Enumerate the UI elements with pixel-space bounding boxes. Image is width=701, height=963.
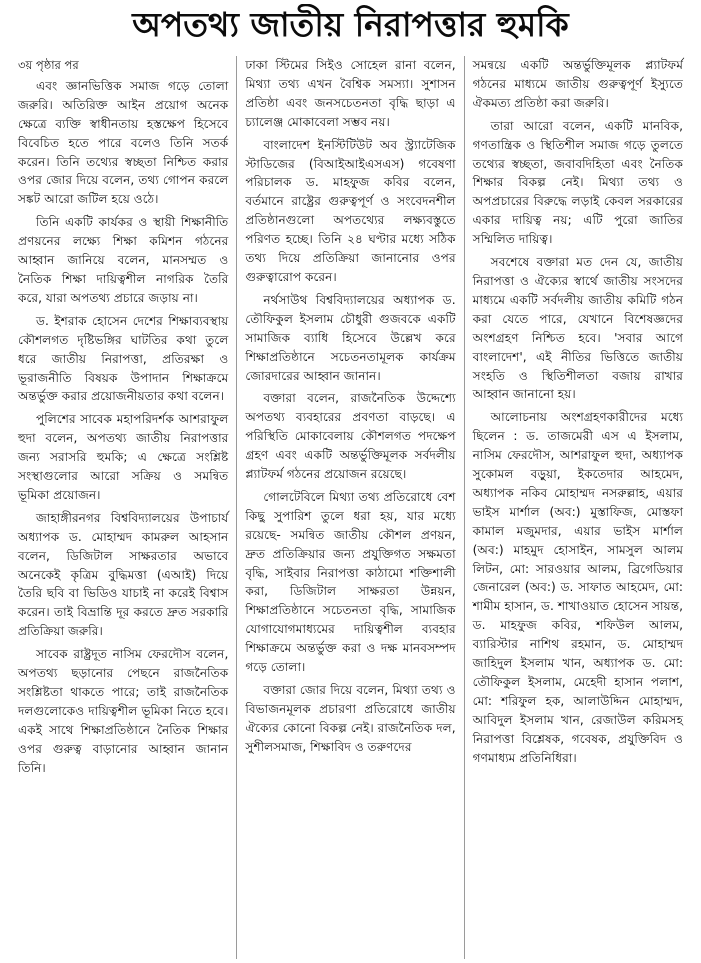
column-1: [10, 56, 236, 959]
paragraph: সবশেষে বক্তারা মত দেন যে, জাতীয় নিরাপত্তা ও ঐক্যের স্বার্থে জাতীয় সংসদের মাধ্যমে একটি সর্বদলীয় জাতীয় কমিটি গঠন করা যেতে পারে, যেখানে বিশেষজ্ঞদের অংশগ্রহণ নিশ্চিত হবে। 'সবার আগে বাংলাদেশ', এই নীতির ভিত্তিতে জাতীয় সংহতি ও স্থিতিশীলতা বজায় রাখার আহ্বান জানানো হয়।: [472, 255, 683, 402]
paragraph: বক্তারা বলেন, রাজনৈতিক উদ্দেশ্যে অপতথ্য ব্যবহারের প্রবণতা বাড়ছে। এ পরিস্থিতি মোকাবেলায় কৌশলগত পদক্ষেপ গ্রহণ এবং একটি অন্তর্ভুক্তিমূলক সর্বদলীয় প্ল্যাটফর্ম গঠনের প্রয়োজন রয়েছে।: [245, 391, 456, 482]
column-3: [464, 56, 691, 959]
article-columns: [10, 56, 691, 959]
paragraph: তিনি একটি কার্যকর ও স্থায়ী শিক্ষানীতি প্রণয়নের লক্ষ্যে শিক্ষা কমিশন গঠনের আহ্বান জানিয়ে বলেন, মানসম্মত ও নৈতিক শিক্ষা দায়িত্বশীল নাগরিক তৈরি করে, যারা অপতথ্য প্রচারে জড়ায় না।: [18, 215, 229, 305]
paragraph: ঢাকা স্টিমের সিইও সোহেল রানা বলেন, মিথ্যা তথ্য এখন বৈশ্বিক সমস্যা। সুশাসন প্রতিষ্ঠা এবং জনসচেতনতা বৃদ্ধি ছাড়া এ চ্যালেঞ্জ মোকাবেলা সম্ভব নয়।: [245, 58, 456, 129]
headline: অপতথ্য জাতীয় নিরাপত্তার হুমকি: [132, 5, 569, 44]
paragraph: জাহাঙ্গীরনগর বিশ্ববিদ্যালয়ের উপাচার্য অধ্যাপক ড. মোহাম্মদ কামরুল আহসান বলেন, ডিজিটাল সাক্ষরতার অভাবে অনেকেই কৃত্রিম বুদ্ধিমত্তা (এআই) দিয়ে তৈরি ছবি বা ভিডিও যাচাই না করেই বিশ্বাস করেন। তাই বিভ্রান্তি দূর করতে দ্রুত সরকারি প্রতিক্রিয়া জরুরি।: [18, 510, 229, 639]
paragraph: তারা আরো বলেন, একটি মানবিক, গণতান্ত্রিক ও স্থিতিশীল সমাজ গড়ে তুলতে তথ্যের স্বচ্ছতা, জবাবদিহিতা এবং নৈতিক শিক্ষার বিকল্প নেই। মিথ্যা তথ্য ও অপপ্রচারের বিরুদ্ধে লড়াই কেবল সরকারের একার দায়িত্ব নয়; এটি পুরো জাতির সম্মিলিত দায়িত্ব।: [472, 118, 683, 247]
paragraph: নর্থসাউথ বিশ্ববিদ্যালয়ের অধ্যাপক ড. তৌফিকুল ইসলাম চৌধুরী গুজবকে একটি সামাজিক ব্যাধি হিসেবে উল্লেখ করে শিক্ষাপ্রতিষ্ঠানে সচেতনতামূলক কার্যক্রম জোরদারের আহ্বান জানান।: [245, 292, 456, 383]
continued-from-label: ৩য় পৃষ্ঠার পর: [18, 58, 79, 72]
paragraph: ড. ইশরাক হোসেন দেশের শিক্ষাব্যবস্থায় কৌশলগত দৃষ্টিভঙ্গির ঘাটতির কথা তুলে ধরে জাতীয় নিরাপত্তা, প্রতিরক্ষা ও ভূরাজনীতি বিষয়ক উপাদান শিক্ষাক্রমে অন্তর্ভুক্ত করার প্রয়োজনীয়তার কথা বলেন।: [18, 313, 229, 404]
newspaper-page: [0, 4, 701, 963]
paragraph: বক্তারা জোর দিয়ে বলেন, মিথ্যা তথ্য ও বিভাজনমূলক প্রচারণা প্রতিরোধে জাতীয় ঐক্যের কোনো বিকল্প নেই। রাজনৈতিক দল, সুশীলসমাজ, শিক্ষাবিদ ও তরুণদের: [245, 683, 456, 754]
paragraph: সাবেক রাষ্ট্রদূত নাসিম ফেরদৌস বলেন, অপতথ্য ছড়ানোর পেছনে রাজনৈতিক সংশ্লিষ্টতা থাকতে পারে; তাই রাজনৈতিক দলগুলোকেও দায়িত্বশীল ভূমিকা নিতে হবে। একই সাথে শিক্ষাপ্রতিষ্ঠানে নৈতিক শিক্ষার ওপর গুরুত্ব বাড়ানোর আহ্বান জানান তিনি।: [18, 647, 229, 775]
paragraph: সমন্বয়ে একটি অন্তর্ভুক্তিমূলক প্ল্যাটফর্ম গঠনের মাধ্যমে জাতীয় গুরুত্বপূর্ণ ইস্যুতে ঐকমত্য প্রতিষ্ঠা করা জরুরি।: [472, 58, 683, 110]
paragraph: এবং জ্ঞানভিত্তিক সমাজ গড়ে তোলা জরুরি। অতিরিক্ত আইন প্রয়োগ অনেক ক্ষেত্রে ব্যক্তি স্বাধীনতায় হস্তক্ষেপ হিসেবে বিবেচিত হতে পারে বলেও তিনি সতর্ক করেন। তিনি তথ্যের স্বচ্ছতা নিশ্চিত করার ওপর জোর দিয়ে বলেন, তথ্য গোপন করলে সঙ্কট আরো জটিল হয়ে ওঠে।: [18, 78, 229, 207]
paragraph: গোলটেবিলে মিথ্যা তথ্য প্রতিরোধে বেশ কিছু সুপারিশ তুলে ধরা হয়, যার মধ্যে রয়েছে- সমন্বিত জাতীয় কৌশল প্রণয়ন, দ্রুত প্রতিক্রিয়ার জন্য প্রযুক্তিগত সক্ষমতা বৃদ্ধি, সাইবার নিরাপত্তা কাঠামো শক্তিশালী করা, ডিজিটাল সাক্ষরতা উন্নয়ন, শিক্ষাপ্রতিষ্ঠানে সচেতনতা বৃদ্ধি, সামাজিক যোগাযোগমাধ্যমের দায়িত্বশীল ব্যবহার শিক্ষাক্রমে অন্তর্ভুক্ত করা ও দক্ষ মানবসম্পদ গড়ে তোলা।: [245, 489, 456, 675]
column-2: [236, 56, 463, 959]
paragraph: বাংলাদেশ ইনস্টিটিউট অব স্ট্র্যাটেজিক স্টাডিজের (বিআইআইএসএস) গবেষণা পরিচালক ড. মাহফুজ কবির বলেন, বর্তমানে রাষ্ট্রের গুরুত্বপূর্ণ ও সংবেদনশীল প্রতিষ্ঠানগুলো অপতথ্যের লক্ষ্যবস্তুতে পরিণত হচ্ছে। তিনি ২৪ ঘণ্টার মধ্যে সঠিক তথ্য দিয়ে প্রতিক্রিয়া জানানোর ওপর গুরুত্বারোপ করেন।: [245, 137, 456, 284]
paragraph: পুলিশের সাবেক মহাপরিদর্শক আশরাফুল হুদা বলেন, অপতথ্য জাতীয় নিরাপত্তার জন্য সরাসরি হুমকি; এ ক্ষেত্রে সংশ্লিষ্ট সংস্থাগুলোর আরো সক্রিয় ও সমন্বিত ভূমিকা প্রয়োজন।: [18, 412, 229, 502]
paragraph: আলোচনায় অংশগ্রহণকারীদের মধ্যে ছিলেন : ড. তাজমেরী এস এ ইসলাম, নাসিম ফেরদৌস, আশরাফুল হুদা, অধ্যাপক সুকোমল বড়ুয়া, ইকতেদার আহমেদ, অধ্যাপক নকিব মোহাম্মদ নসরুল্লাহ, এয়ার ভাইস মার্শাল (অব:) মুস্তাফিজ, মোস্তফা কামাল মজুমদার, এয়ার ভাইস মার্শাল (অব:) মাহমুদ হোসাইন, সামসুল আলম লিটন, মো: সারওয়ার আলম, ব্রিগেডিয়ার জেনারেল (অব:) ড. সাফাত আহমেদ, মো: শামীম হাসান, ড. শাখাওয়াত হোসেন সায়ন্ত, ড. মাহফুজ কবির, শফিউল আলম, ব্যারিস্টার নাশিথ রহমান, ড. মোহাম্মদ জাহিদুল ইসলাম খান, অধ্যাপক ড. মো: তৌফিকুল ইসলাম, মেহেদী হাসান পলাশ, মো: শরিফুল হক, আলাউদ্দিন মোহাম্মদ, আবিদুল ইসলাম খান, রেজাউল করিমসহ নিরাপত্তা বিশ্লেষক, গবেষক, প্রযুক্তিবিদ ও গণমাধ্যম প্রতিনিধিরা।: [472, 410, 683, 765]
